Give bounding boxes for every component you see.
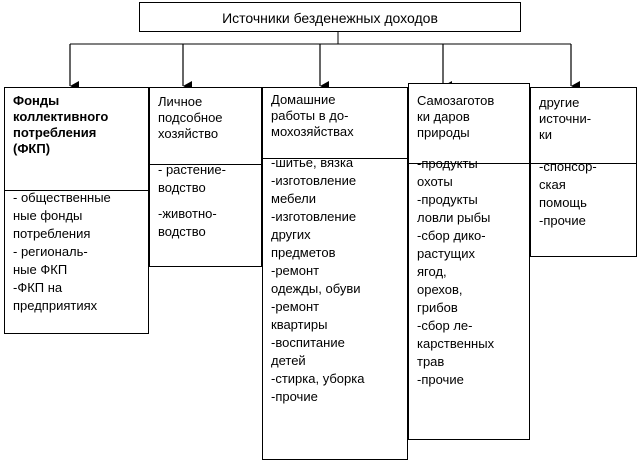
list-item: трав <box>417 354 445 369</box>
header-line: Самозаготов <box>417 93 495 108</box>
header-line: потребления <box>13 125 97 140</box>
list-item: охоты <box>417 174 453 189</box>
list-item: предприятиях <box>13 298 98 313</box>
list-item: орехов, <box>417 282 463 297</box>
list-item: -прочие <box>539 213 586 228</box>
list-item: одежды, обуви <box>271 281 361 296</box>
list-item: других <box>271 227 311 242</box>
list-item: - растение- <box>158 162 226 177</box>
column-box-2 <box>149 87 262 267</box>
list-item: мебели <box>271 191 316 206</box>
list-item: водство <box>158 180 206 195</box>
column-header-lines-2 <box>150 94 261 142</box>
column-box-1 <box>4 87 149 334</box>
column-items-4 <box>409 155 529 389</box>
list-item: -ФКП на <box>13 280 63 295</box>
column-header-2 <box>150 88 261 165</box>
header-line: Домашние <box>271 92 336 107</box>
header-line: природы <box>417 125 470 140</box>
header-line: ки даров <box>417 109 470 124</box>
list-item: -изготовление <box>271 173 357 188</box>
header-line: источни- <box>539 111 592 126</box>
list-item: детей <box>271 353 306 368</box>
list-item: грибов <box>417 300 458 315</box>
column-header-1 <box>5 88 148 191</box>
list-item: -продукты <box>417 192 478 207</box>
list-item: потребления <box>13 226 91 241</box>
list-item: -ремонт <box>271 263 320 278</box>
list-item: - региональ- <box>13 244 88 259</box>
list-item: -прочие <box>417 372 464 387</box>
column-header-lines-5 <box>531 95 636 143</box>
header-line: Фонды <box>13 93 60 108</box>
list-item: -ремонт <box>271 299 320 314</box>
column-header-3 <box>263 88 407 159</box>
list-item: -спонсор- <box>539 159 597 174</box>
list-item: помощь <box>539 195 587 210</box>
column-header-lines-4 <box>409 93 529 141</box>
list-item: -стирка, уборка <box>271 371 365 386</box>
column-box-3 <box>262 87 408 460</box>
column-header-4 <box>409 84 529 164</box>
title-box <box>139 2 521 32</box>
column-box-5 <box>530 87 637 257</box>
column-header-5 <box>531 88 636 164</box>
list-item: ловли рыбы <box>417 210 491 225</box>
list-item: карственных <box>417 336 495 351</box>
column-header-lines-3 <box>263 92 407 140</box>
list-item: -сбор ле- <box>417 318 473 333</box>
list-item: -сбор дико- <box>417 228 486 243</box>
diagram-title: Источники безденежных доходов <box>222 10 438 26</box>
list-item: квартиры <box>271 317 328 332</box>
list-item: -продукты <box>417 156 478 171</box>
header-line: мохозяйствах <box>271 124 354 139</box>
list-item: -воспитание <box>271 335 345 350</box>
list-item: -шитье, вязка <box>271 155 354 170</box>
list-item: -прочие <box>271 389 318 404</box>
list-item: -животно- <box>158 206 217 221</box>
header-line: Личное <box>158 94 203 109</box>
list-item: ская <box>539 177 566 192</box>
list-item: ягод, <box>417 264 447 279</box>
column-items-2 <box>150 161 261 241</box>
column-header-lines-1 <box>5 93 148 157</box>
list-item: предметов <box>271 245 336 260</box>
header-line: ки <box>539 127 552 142</box>
header-line: коллективного <box>13 109 109 124</box>
header-line: подсобное <box>158 110 223 125</box>
list-item: ные ФКП <box>13 262 68 277</box>
column-items-3 <box>263 154 407 406</box>
list-item: ные фонды <box>13 208 83 223</box>
list-item: водство <box>158 224 206 239</box>
header-line: другие <box>539 95 580 110</box>
column-items-5 <box>531 158 636 230</box>
header-line: работы в до- <box>271 108 349 123</box>
header-line: (ФКП) <box>13 141 51 156</box>
column-items-1 <box>5 189 148 315</box>
column-box-4 <box>408 83 530 440</box>
list-item: - общественные <box>13 190 111 205</box>
header-line: хозяйство <box>158 126 219 141</box>
list-item: -изготовление <box>271 209 357 224</box>
list-item: растущих <box>417 246 476 261</box>
